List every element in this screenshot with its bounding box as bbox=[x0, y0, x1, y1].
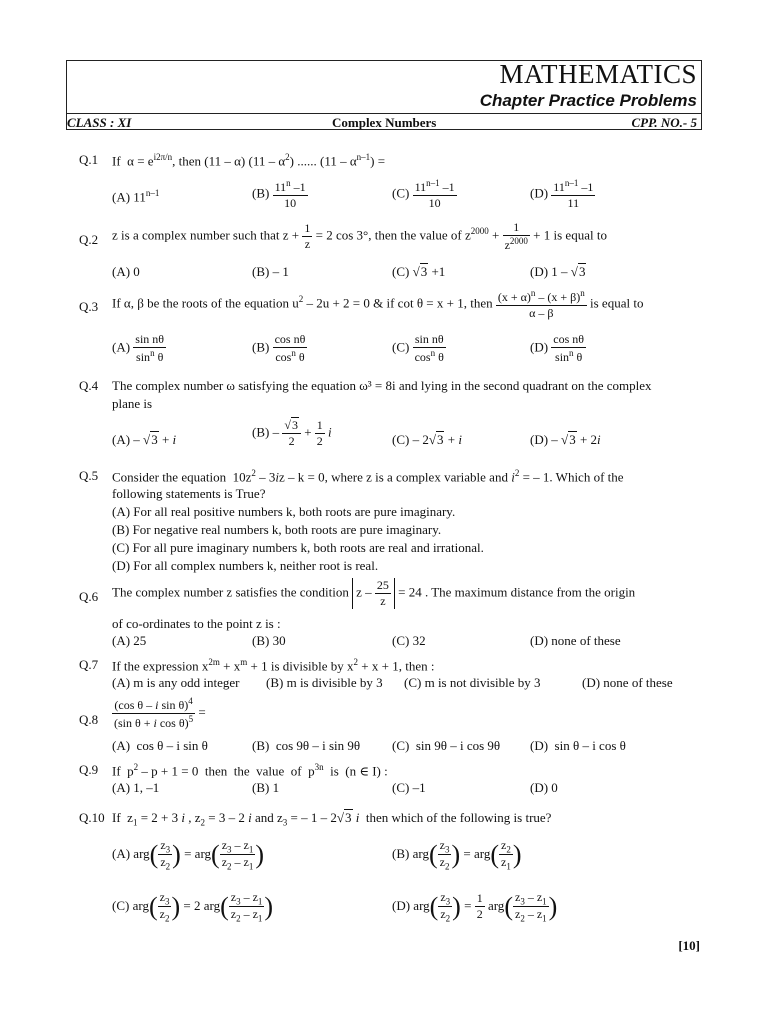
chapter-label: Complex Numbers bbox=[332, 115, 437, 130]
option-a: (A) $\frac{\text{sin nθ}}{\sin^n \theta}$ bbox=[112, 332, 165, 364]
question-text: $\frac{(\cos \theta - i \sin \theta)^4}{(\sin \theta + i \cos \theta)^5}$ = bbox=[114, 696, 206, 730]
header-box bbox=[66, 60, 702, 130]
option-b: (B) $\frac{\text{cos nθ}}{\cos^n \theta}$ bbox=[252, 332, 306, 364]
option-c: (C) √3 +1 bbox=[392, 264, 446, 279]
option-d: (D) For all complex numbers k, neither root is real. bbox=[112, 558, 379, 573]
subtitle: Chapter Practice Problems bbox=[479, 91, 697, 110]
option-b: (B) m is divisible by 3 bbox=[266, 675, 383, 690]
question-text: If $z_1 = 2 + 3$ i , $z_2 = 3 - 2$ i and $z_3$ = – 1 – 2√3 i then which of the following is true? bbox=[112, 810, 552, 828]
question-number: Q.9 bbox=[79, 762, 99, 777]
option-c: (C) arg( $\frac{z_3}{z_2}$ ) = 2 arg( $\frac{z_3 - z_1}{z_2 - z_1}$ ) bbox=[112, 890, 274, 924]
option-c: (C) m is not divisible by 3 bbox=[404, 675, 541, 690]
question-text: If $\alpha = e^{i2\pi/n}$, then (11 – α) $(11 - \alpha^2)$ ...... $(11 - \alpha^{n-1})$ = bbox=[112, 152, 386, 169]
option-a: (A) cos θ – i sin θ bbox=[112, 738, 208, 753]
question-number: Q.10 bbox=[79, 810, 105, 825]
class-label: CLASS : XI bbox=[67, 115, 132, 130]
question-text: If the expression $x^{2m} + x^m + 1$ is divisible by $x^2 + x + 1$, then : bbox=[112, 657, 435, 674]
subject-title: MATHEMATICS bbox=[499, 59, 697, 89]
option-b: (B) arg( $\frac{z_3}{z_2}$ ) = arg( $\frac{z_2}{z_1}$ ) bbox=[392, 838, 522, 872]
option-c: (C) $\frac{\text{sin nθ}}{\cos^n \theta}$ bbox=[392, 332, 444, 364]
question-text-cont: following statements is True? bbox=[112, 486, 266, 501]
option-d: (D) none of these bbox=[530, 633, 621, 648]
question-text-cont: of co-ordinates to the point z is : bbox=[112, 616, 281, 631]
option-d: (D) 1 – √3 bbox=[530, 264, 586, 279]
option-a: (A) For all real positive numbers k, both roots are pure imaginary. bbox=[112, 504, 456, 519]
question-number: Q.2 bbox=[79, 232, 99, 247]
option-a: (A) 0 bbox=[112, 264, 140, 279]
option-a: (A) m is any odd integer bbox=[112, 675, 240, 690]
question-number: Q.1 bbox=[79, 152, 99, 167]
option-a: (A) 25 bbox=[112, 633, 147, 648]
option-b: (B) 1 bbox=[252, 780, 280, 795]
option-c: (C) For all pure imaginary numbers k, both roots are real and irrational. bbox=[112, 540, 484, 555]
option-c: (C) 32 bbox=[392, 633, 426, 648]
option-d: (D) sin θ – i cos θ bbox=[530, 738, 626, 753]
question-text-cont: plane is bbox=[112, 396, 153, 411]
option-b: (B) – 1 bbox=[252, 264, 289, 279]
option-b: (B) 30 bbox=[252, 633, 286, 648]
question-number: Q.4 bbox=[79, 378, 99, 393]
option-d: (D) arg( $\frac{z_3}{z_2}$ ) = $\frac{1}{2}$ arg( $\frac{z_3 - z_1}{z_2 - z_1}$ ) bbox=[392, 890, 558, 924]
question-number: Q.3 bbox=[79, 299, 99, 314]
question-text: Consider the equation $10z^2 - 3iz - k = 0$, where z is a complex variable and $i^2$ = – 1. Which of the bbox=[112, 468, 624, 485]
question-number: Q.6 bbox=[79, 589, 99, 604]
option-b: (B) cos 9θ – i sin 9θ bbox=[252, 738, 361, 753]
option-a: (A) arg( $\frac{z_3}{z_2}$ ) = arg( $\frac{z_3 - z_1}{z_2 - z_1}$ ) bbox=[112, 838, 265, 872]
option-d: (D) 0 bbox=[530, 780, 558, 795]
option-b: (B) $\frac{11^n -1}{10}$ bbox=[252, 178, 306, 210]
question-number: Q.8 bbox=[79, 712, 99, 727]
header-divider bbox=[67, 113, 701, 114]
option-d: (D) $\frac{11^{n-1} -1}{11}$ bbox=[530, 178, 594, 210]
question-text: The complex number z satisfies the condition z – $\frac{25}{z}$ = 24 . The maximum distance from the origin bbox=[112, 578, 636, 608]
question-text: z is a complex number such that z + $\frac{1}{z}$ = 2 cos 3°, then the value of $z^{2000}$ + $\frac{1}{z^{2000}}$ + 1 is equal to bbox=[112, 220, 607, 252]
option-d: (D) none of these bbox=[582, 675, 673, 690]
option-b: (B) For negative real numbers k, both roots are pure imaginary. bbox=[112, 522, 442, 537]
option-a: (A) 11$^{n-1}$ bbox=[112, 188, 160, 205]
option-c: (C) sin 9θ – i cos 9θ bbox=[392, 738, 501, 753]
option-a: (A) – √3 + i bbox=[112, 432, 177, 447]
option-d: (D) $\frac{\text{cos nθ}}{\sin^n \theta}$ bbox=[530, 332, 585, 364]
option-c: (C) – 2√3 + i bbox=[392, 432, 462, 447]
question-number: Q.5 bbox=[79, 468, 99, 483]
question-text: If $p^2 - p + 1 = 0$ then the value of $p^{3n}$ is (n ∈ I) : bbox=[112, 762, 388, 779]
option-c: (C) $\frac{11^{n-1} -1}{10}$ bbox=[392, 178, 455, 210]
option-d: (D) – √3 + 2i bbox=[530, 432, 601, 447]
question-text: The complex number ω satisfying the equation ω³ = 8i and lying in the second quadrant on the complex bbox=[112, 378, 652, 393]
question-number: Q.7 bbox=[79, 657, 99, 672]
question-text: If α, β be the roots of the equation $u^2 - 2u + 2 = 0$ & if cot θ = x + 1, then $\frac{(x + \alpha)^n - (x + \beta)^n}{\alpha - \beta}$ is equal to bbox=[112, 288, 644, 320]
option-b: (B) – $\frac{√3}{2}$ + $\frac{1}{2}$ i bbox=[252, 418, 332, 448]
option-c: (C) –1 bbox=[392, 780, 426, 795]
cpp-number: CPP. NO.- 5 bbox=[631, 115, 697, 130]
option-a: (A) 1, –1 bbox=[112, 780, 160, 795]
total-marks: [10] bbox=[678, 938, 700, 953]
